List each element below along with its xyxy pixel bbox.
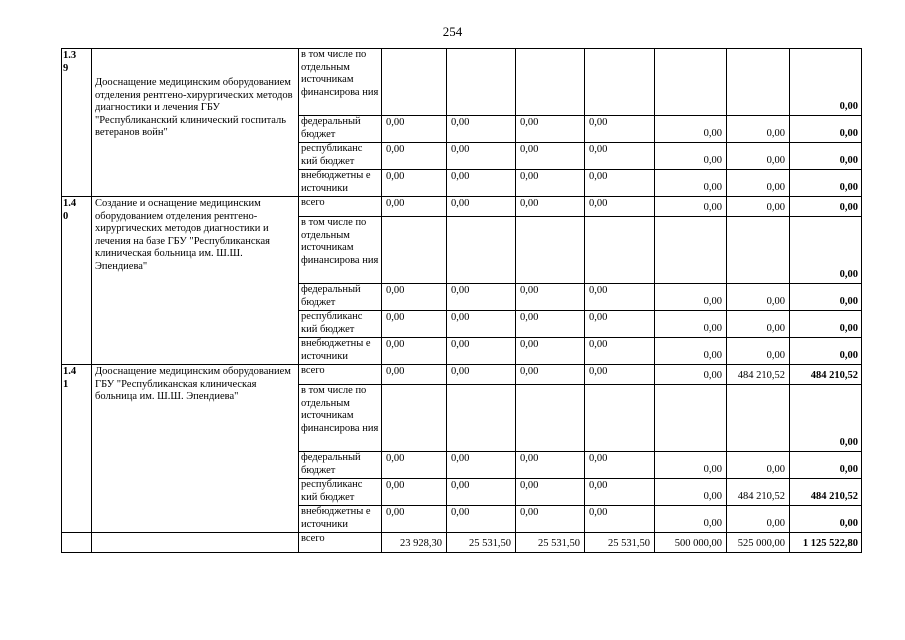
value-cell: 0,00 bbox=[585, 116, 655, 143]
total-cell: 0,00 bbox=[790, 170, 862, 197]
value-cell: 0,00 bbox=[727, 116, 790, 143]
value-cell: 0,00 bbox=[516, 479, 585, 506]
funding-source: внебюджетны е источники bbox=[299, 338, 382, 365]
value-cell: 0,00 bbox=[655, 365, 727, 385]
value-cell: 484 210,52 bbox=[727, 365, 790, 385]
value-cell: 0,00 bbox=[655, 170, 727, 197]
value-cell: 0,00 bbox=[447, 479, 516, 506]
value-cell: 0,00 bbox=[727, 338, 790, 365]
value-cell bbox=[585, 49, 655, 116]
value-cell: 0,00 bbox=[585, 311, 655, 338]
value-cell: 0,00 bbox=[516, 365, 585, 385]
value-cell: 0,00 bbox=[382, 284, 447, 311]
value-cell: 0,00 bbox=[516, 143, 585, 170]
value-cell bbox=[447, 385, 516, 452]
item-number: 1.3 9 bbox=[63, 50, 77, 74]
value-cell: 0,00 bbox=[655, 116, 727, 143]
value-cell: 0,00 bbox=[447, 365, 516, 385]
value-cell: 0,00 bbox=[447, 506, 516, 533]
total-cell: 1 125 522,80 bbox=[790, 533, 862, 553]
value-cell: 0,00 bbox=[727, 452, 790, 479]
table-row bbox=[62, 365, 862, 385]
value-cell: 0,00 bbox=[727, 170, 790, 197]
summary-number-cell bbox=[62, 533, 92, 553]
value-cell: 0,00 bbox=[516, 284, 585, 311]
table-row bbox=[62, 197, 862, 217]
page-number: 254 bbox=[442, 24, 463, 39]
value-cell: 0,00 bbox=[382, 197, 447, 217]
total-cell: 0,00 bbox=[790, 338, 862, 365]
value-cell: 0,00 bbox=[382, 506, 447, 533]
total-cell: 0,00 bbox=[790, 49, 862, 116]
value-cell: 0,00 bbox=[727, 284, 790, 311]
item-number-cell bbox=[62, 197, 92, 365]
value-cell bbox=[585, 217, 655, 284]
funding-source: федеральный бюджет bbox=[299, 284, 382, 311]
value-cell: 0,00 bbox=[727, 143, 790, 170]
funding-source: внебюджетны е источники bbox=[299, 170, 382, 197]
value-cell: 0,00 bbox=[727, 311, 790, 338]
funding-source: федеральный бюджет bbox=[299, 452, 382, 479]
value-cell: 0,00 bbox=[585, 143, 655, 170]
value-cell bbox=[655, 385, 727, 452]
value-cell bbox=[516, 385, 585, 452]
value-cell: 25 531,50 bbox=[585, 533, 655, 553]
total-cell: 0,00 bbox=[790, 143, 862, 170]
value-cell bbox=[447, 49, 516, 116]
value-cell: 0,00 bbox=[382, 116, 447, 143]
value-cell: 0,00 bbox=[585, 365, 655, 385]
total-cell: 0,00 bbox=[790, 197, 862, 217]
value-cell: 0,00 bbox=[585, 479, 655, 506]
total-cell: 0,00 bbox=[790, 452, 862, 479]
value-cell: 25 531,50 bbox=[516, 533, 585, 553]
value-cell: 0,00 bbox=[655, 479, 727, 506]
item-number-cell bbox=[62, 49, 92, 197]
total-cell: 0,00 bbox=[790, 385, 862, 452]
value-cell: 484 210,52 bbox=[727, 479, 790, 506]
value-cell: 525 000,00 bbox=[727, 533, 790, 553]
value-cell: 0,00 bbox=[516, 116, 585, 143]
total-cell: 484 210,52 bbox=[790, 479, 862, 506]
funding-source: всего bbox=[299, 533, 382, 553]
item-name: Дооснащение медицинским оборудованием ГБУ "Республиканская клиническая больница им. Ш.Ш. Эпендиева" bbox=[92, 365, 299, 533]
item-number-cell bbox=[62, 365, 92, 533]
value-cell: 0,00 bbox=[585, 506, 655, 533]
value-cell: 0,00 bbox=[655, 143, 727, 170]
value-cell bbox=[727, 49, 790, 116]
value-cell: 0,00 bbox=[516, 197, 585, 217]
value-cell: 0,00 bbox=[655, 452, 727, 479]
value-cell: 0,00 bbox=[727, 197, 790, 217]
value-cell: 0,00 bbox=[585, 170, 655, 197]
value-cell: 0,00 bbox=[447, 311, 516, 338]
summary-row bbox=[62, 533, 862, 553]
value-cell bbox=[727, 217, 790, 284]
funding-source: республиканс кий бюджет bbox=[299, 311, 382, 338]
value-cell: 0,00 bbox=[382, 338, 447, 365]
value-cell: 0,00 bbox=[382, 479, 447, 506]
value-cell: 0,00 bbox=[382, 143, 447, 170]
value-cell bbox=[382, 49, 447, 116]
item-name: Дооснащение медицинским оборудованием отделения рентгено-хирургических методов диагностики и лечения ГБУ "Республиканский клинический госпиталь ветеранов войн" bbox=[92, 49, 299, 197]
funding-source: федеральный бюджет bbox=[299, 116, 382, 143]
summary-name-cell bbox=[92, 533, 299, 553]
value-cell: 0,00 bbox=[585, 197, 655, 217]
value-cell: 500 000,00 bbox=[655, 533, 727, 553]
value-cell: 0,00 bbox=[382, 311, 447, 338]
budget-table bbox=[61, 48, 862, 553]
total-cell: 0,00 bbox=[790, 284, 862, 311]
value-cell: 0,00 bbox=[382, 170, 447, 197]
value-cell bbox=[727, 385, 790, 452]
value-cell: 0,00 bbox=[585, 338, 655, 365]
value-cell: 0,00 bbox=[447, 170, 516, 197]
funding-source: в том числе по отдельным источникам финансирова ния bbox=[299, 385, 382, 452]
value-cell: 0,00 bbox=[447, 284, 516, 311]
table-row bbox=[62, 49, 862, 116]
value-cell: 23 928,30 bbox=[382, 533, 447, 553]
value-cell: 0,00 bbox=[447, 338, 516, 365]
value-cell: 0,00 bbox=[447, 197, 516, 217]
funding-source: всего bbox=[299, 197, 382, 217]
total-cell: 484 210,52 bbox=[790, 365, 862, 385]
funding-source: всего bbox=[299, 365, 382, 385]
total-cell: 0,00 bbox=[790, 506, 862, 533]
funding-source: республиканс кий бюджет bbox=[299, 143, 382, 170]
value-cell bbox=[516, 217, 585, 284]
value-cell bbox=[447, 217, 516, 284]
value-cell: 0,00 bbox=[655, 506, 727, 533]
value-cell bbox=[382, 385, 447, 452]
value-cell: 0,00 bbox=[727, 506, 790, 533]
value-cell: 0,00 bbox=[655, 197, 727, 217]
item-name: Создание и оснащение медицинским оборудованием отделения рентгено-хирургических методов диагностики и лечения на базе ГБУ "Республиканская клиническая больница им. Ш.Ш. Эпендиева" bbox=[92, 197, 299, 365]
value-cell bbox=[585, 385, 655, 452]
value-cell: 0,00 bbox=[516, 506, 585, 533]
funding-source: в том числе по отдельным источникам финансирова ния bbox=[299, 217, 382, 284]
value-cell: 0,00 bbox=[447, 116, 516, 143]
funding-source: республиканс кий бюджет bbox=[299, 479, 382, 506]
value-cell: 0,00 bbox=[516, 452, 585, 479]
value-cell: 0,00 bbox=[382, 452, 447, 479]
value-cell: 0,00 bbox=[655, 338, 727, 365]
total-cell: 0,00 bbox=[790, 116, 862, 143]
value-cell: 0,00 bbox=[516, 311, 585, 338]
value-cell bbox=[516, 49, 585, 116]
value-cell bbox=[382, 217, 447, 284]
total-cell: 0,00 bbox=[790, 217, 862, 284]
value-cell: 0,00 bbox=[516, 170, 585, 197]
value-cell bbox=[655, 217, 727, 284]
value-cell: 0,00 bbox=[447, 143, 516, 170]
total-cell: 0,00 bbox=[790, 311, 862, 338]
value-cell: 25 531,50 bbox=[447, 533, 516, 553]
value-cell: 0,00 bbox=[447, 452, 516, 479]
value-cell: 0,00 bbox=[516, 338, 585, 365]
funding-source: внебюджетны е источники bbox=[299, 506, 382, 533]
value-cell: 0,00 bbox=[655, 284, 727, 311]
item-number: 1.4 0 bbox=[63, 198, 77, 222]
funding-source: в том числе по отдельным источникам финансирова ния bbox=[299, 49, 382, 116]
value-cell: 0,00 bbox=[585, 452, 655, 479]
item-number: 1.4 1 bbox=[63, 366, 77, 390]
value-cell: 0,00 bbox=[585, 284, 655, 311]
value-cell: 0,00 bbox=[382, 365, 447, 385]
value-cell bbox=[655, 49, 727, 116]
value-cell: 0,00 bbox=[655, 311, 727, 338]
